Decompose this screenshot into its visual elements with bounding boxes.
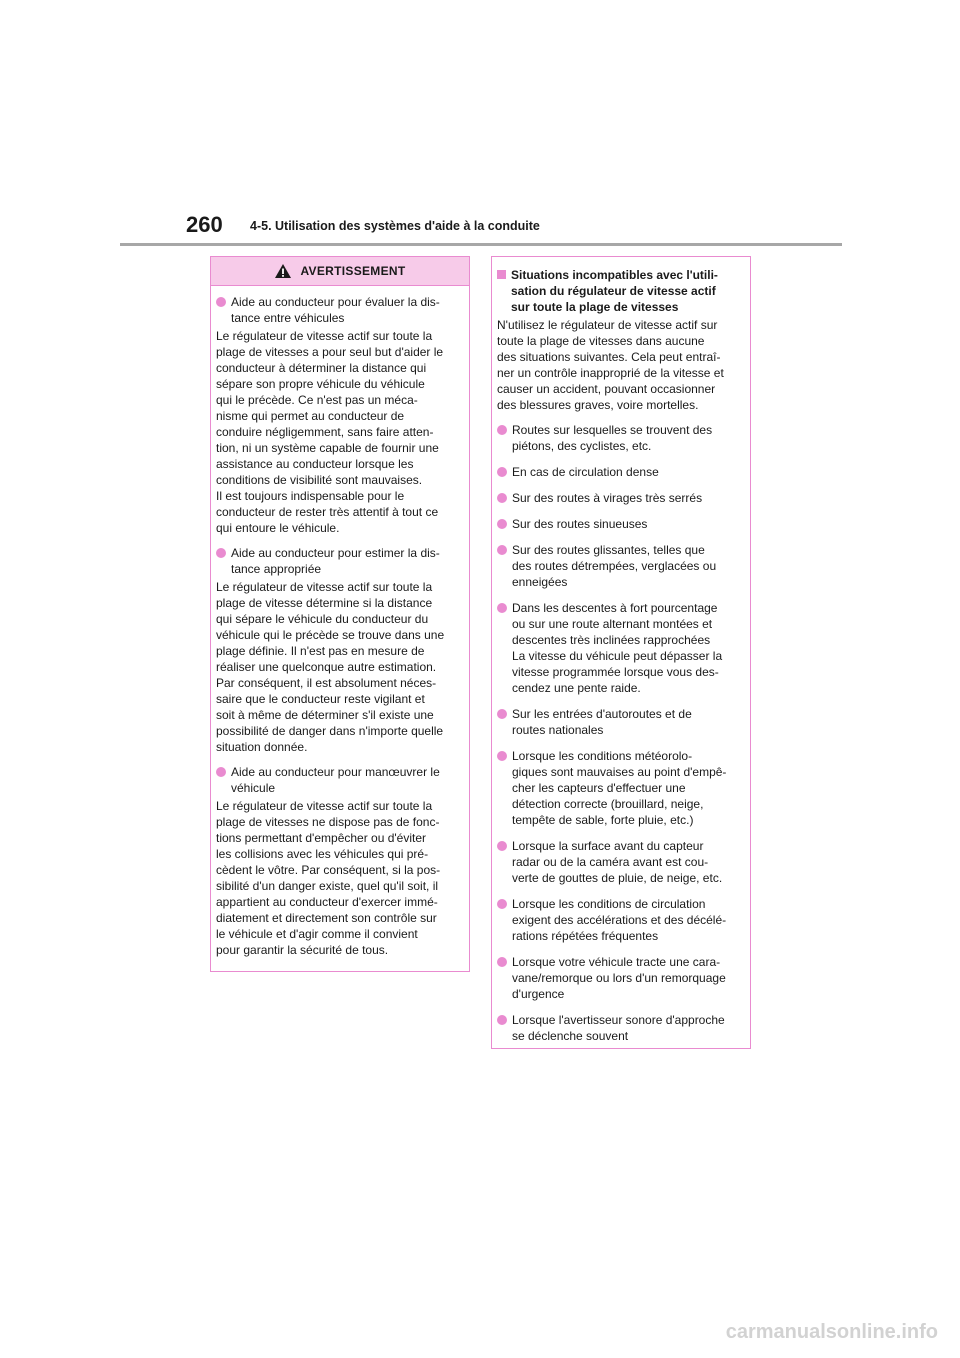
bullet-icon [497,709,507,719]
square-bullet-icon [497,270,506,279]
list-item [497,490,745,506]
bullet-icon [497,899,507,909]
bullet-icon [497,545,507,555]
bullet-icon [497,425,507,435]
list-item-text: Dans les descentes à fort pourcentage ou sur une route alternant montées et descentes très inclinées rapprochées La vitesse du véhicule peut dépasser la vitesse programmée lorsque vous des- cendez une pente raide. [512,601,723,695]
warning-item-heading-text: Aide au conducteur pour manœuvrer le véhicule [231,765,440,795]
bullet-icon [216,767,226,777]
warning-title: AVERTISSEMENT [300,264,406,278]
list-item-text: Lorsque l'avertisseur sonore d'approche se déclenche souvent [512,1013,725,1043]
situations-intro: N'utilisez le régulateur de vitesse actif sur toute la plage de vitesses dans aucune des situations suivantes. Cela peut entraî- ner un contrôle inapproprié de la vitesse et causer un accident, pouvant occasionner des blessures graves, voire mortelles. [497,318,724,412]
warning-item-heading [216,545,464,577]
warning-item-heading [216,294,464,326]
list-item-text: Sur les entrées d'autoroutes et de routes nationales [512,707,692,737]
list-item [497,422,745,454]
bullet-icon [497,493,507,503]
list-item-text: Sur des routes sinueuses [512,517,648,531]
list-item-text: Lorsque votre véhicule tracte une cara- vane/remorque ou lors d'un remorquage d'urgence [512,955,726,1001]
warning-item-heading [216,764,464,796]
warning-triangle-icon [274,263,292,279]
list-item [497,896,745,944]
bullet-icon [497,603,507,613]
situations-heading-text: Situations incompatibles avec l'utili- sation du régulateur de vitesse actif sur toute la plage de vitesses [511,268,718,314]
bullet-icon [497,957,507,967]
bullet-icon [497,1015,507,1025]
warning-body [211,286,469,958]
watermark: carmanualsonline.info [725,1321,938,1343]
list-item-text: Sur des routes glissantes, telles que des routes détrempées, verglacées ou enneigées [512,543,717,589]
list-item-text: Lorsque les conditions météorolo- giques sont mauvaises au point d'empê- cher les capteurs d'effectuer une détection correcte (brouillard, neige, tempête de sable, forte pluie, etc.) [512,749,727,827]
list-item [497,516,745,532]
situations-box [491,256,751,1049]
bullet-icon [216,548,226,558]
bullet-icon [497,467,507,477]
bullet-icon [497,751,507,761]
page-number: 260 [186,212,223,237]
warning-item-heading-text: Aide au conducteur pour évaluer la dis- tance entre véhicules [231,295,440,325]
situations-list [497,422,745,1044]
warning-item-heading-text: Aide au conducteur pour estimer la dis- tance appropriée [231,546,440,576]
situations-body [492,257,750,1044]
list-item [497,748,745,828]
list-item [497,1012,745,1044]
bullet-icon [497,841,507,851]
bullet-icon [497,519,507,529]
list-item-text: En cas de circulation dense [512,465,659,479]
warning-header [211,257,469,286]
warning-item-body: Le régulateur de vitesse actif sur toute la plage de vitesses a pour seul but d'aider le conducteur à déterminer la distance qui sépare son propre véhicule du véhicule qui le précède. Ce n'est pas un méca- nisme qui permet au conducteur de conduire négligemment, sans faire atten- tion, ni un système capable de fournir une assistance au conducteur lorsque les conditions de visibilité sont mauvaises. Il est toujours indispensable pour le conducteur de rester très attentif à tout ce qui entoure le véhicule. [216,329,444,535]
warning-item-body: Le régulateur de vitesse actif sur toute la plage de vitesses ne dispose pas de fonc- tions permettant d'empêcher ou d'éviter les collisions avec les véhicules qui pré- cèdent le vôtre. Par conséquent, si la pos- sibilité d'un danger existe, quel qu'il soit, il appartient au conducteur d'exercer immé- diatement et directement son contrôle sur le véhicule et d'agir comme il convient pour garantir la sécurité de tous. [216,799,441,957]
list-item [497,464,745,480]
list-item-text: Lorsque les conditions de circulation exigent des accélérations et des décélé- rations répétées fréquentes [512,897,727,943]
header-divider [120,243,842,246]
list-item [497,600,745,696]
situations-heading [497,267,745,315]
list-item [497,954,745,1002]
list-item-text: Lorsque la surface avant du capteur radar ou de la caméra avant est cou- verte de gouttes de pluie, de neige, etc. [512,839,723,885]
list-item [497,542,745,590]
section-title: 4-5. Utilisation des systèmes d'aide à la conduite [250,219,540,233]
bullet-icon [216,297,226,307]
warning-item-body: Le régulateur de vitesse actif sur toute la plage de vitesse détermine si la distance qui sépare le véhicule du conducteur du véhicule qui le précède se trouve dans une plage définie. Il n'est pas en mesure de réaliser une quelconque autre estimation. Par conséquent, il est absolument néces- saire que le conducteur reste vigilant et soit à même de déterminer s'il existe une possibilité de danger dans n'importe quelle situation donnée. [216,580,445,754]
warning-box [210,256,470,972]
list-item-text: Routes sur lesquelles se trouvent des piétons, des cyclistes, etc. [512,423,713,453]
list-item-text: Sur des routes à virages très serrés [512,491,703,505]
list-item [497,838,745,886]
list-item [497,706,745,738]
